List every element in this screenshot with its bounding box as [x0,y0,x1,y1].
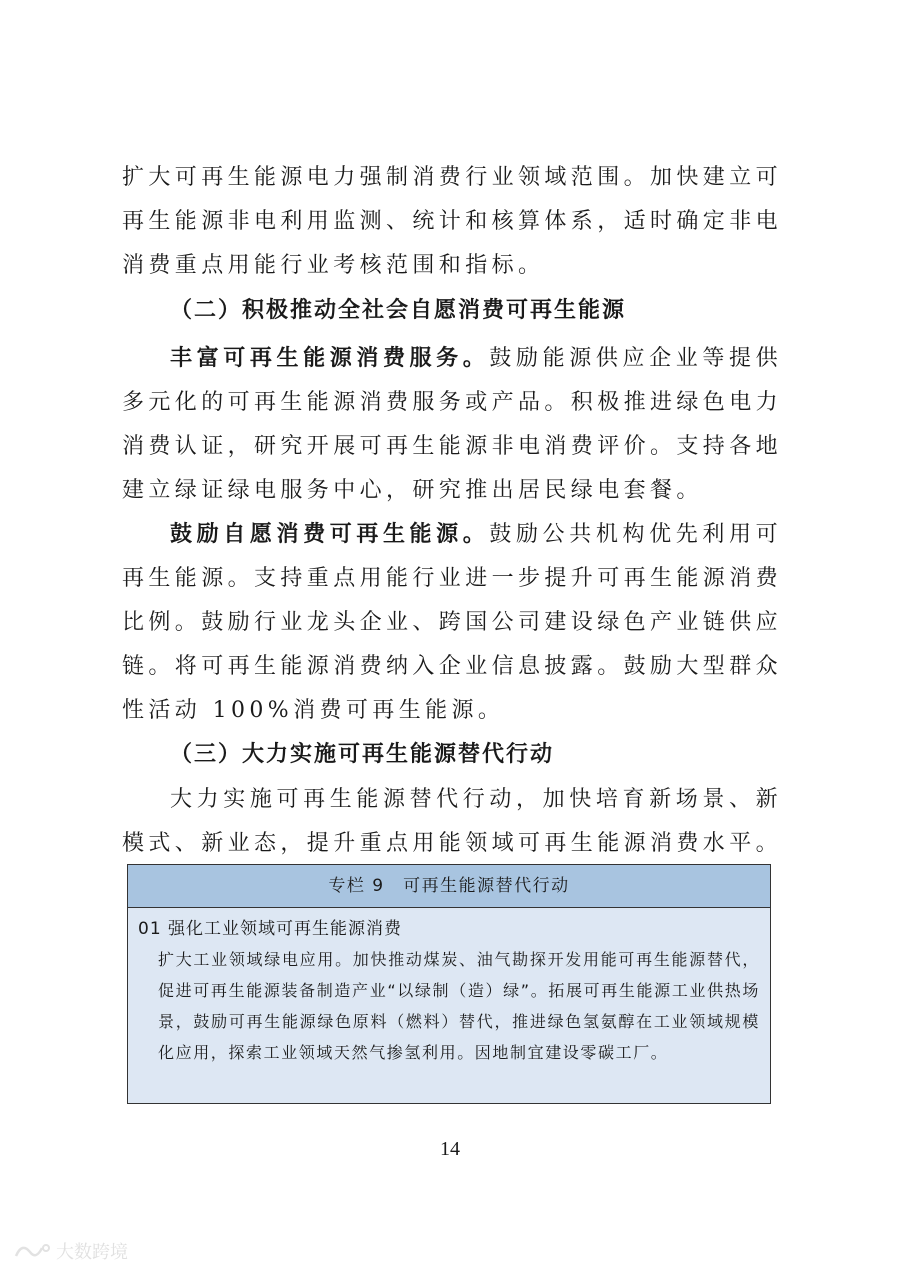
paragraph-lead: 鼓励自愿消费可再生能源。 [170,521,490,547]
paragraph-text: 鼓励能源供应企业等提供多元化的可再生能源消费服务或产品。积极推进绿色电力消费认证，研究开展可再生能源非电消费评价。支持各地建立绿证绿电服务中心，研究推出居民绿电套餐。 [122,346,783,503]
paragraph-lead: 丰富可再生能源消费服务。 [170,345,490,371]
paragraph-consumption-scope: 扩大可再生能源电力强制消费行业领域范围。加快建立可再生能源非电利用监测、统计和核算体系，适时确定非电消费重点用能行业考核范围和指标。 [122,165,783,278]
watermark-logo-icon [12,1240,52,1262]
paragraph-substitution: 大力实施可再生能源替代行动，加快培育新场景、新模式、新业态，提升重点用能领域可再生能源消费水平。 [122,787,783,856]
watermark [12,1238,128,1264]
section-heading-2: （二）积极推动全社会自愿消费可再生能源 [170,297,627,323]
paragraph-voluntary-consumption [122,512,782,733]
feature-box [127,864,771,1104]
page-number: 14 [440,1138,460,1160]
paragraph-text: 鼓励公共机构优先利用可再生能源。支持重点用能行业进一步提升可再生能源消费比例。鼓励行业龙头企业、跨国公司建设绿色产业链供应链。将可再生能源消费纳入企业信息披露。鼓励大型群众性活动 100%消费可再生能源。 [122,522,783,723]
feature-box-subtitle: 01 强化工业领域可再生能源消费 [138,919,403,939]
section-heading-3: （三）大力实施可再生能源替代行动 [170,741,555,767]
paragraph-consumption-services [122,336,782,513]
feature-box-body: 扩大工业领域绿电应用。加快推动煤炭、油气勘探开发用能可再生能源替代，促进可再生能源装备制造产业“以绿制（造）绿”。拓展可再生能源工业供热场景，鼓励可再生能源绿色原料（燃料）替代，推进绿色氢氨醇在工业领域规模化应用，探索工业领域天然气掺氢利用。因地制宜建设零碳工厂。 [158,950,760,1062]
watermark-text: 大数跨境 [56,1242,128,1263]
feature-box-title: 专栏 9 可再生能源替代行动 [128,865,770,908]
